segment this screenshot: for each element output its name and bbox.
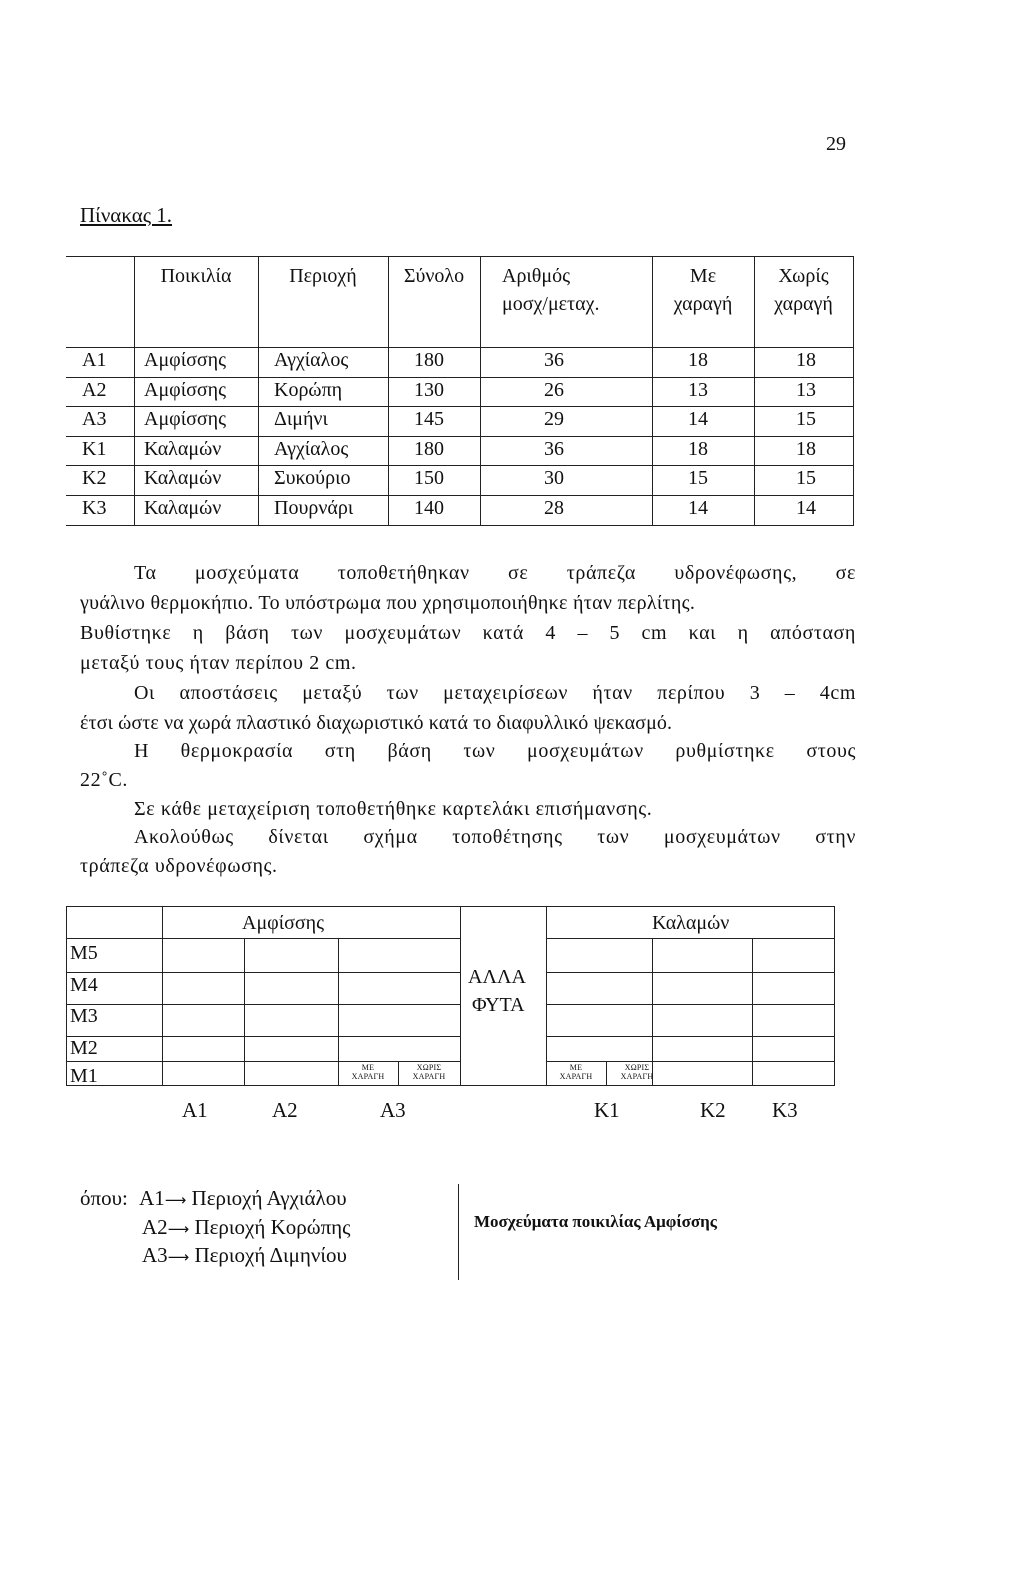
sub-label-text: ΧΑΡΑΓΗ [351,1072,385,1081]
legend-code: Α1 [139,1186,165,1210]
legend-item [80,1186,347,1211]
cell-count: 36 [544,438,564,460]
header-line: χαραγή [774,293,833,315]
header-line: μοσχ/μεταχ. [502,293,600,315]
grid-line [66,906,834,907]
row-divider [66,347,854,348]
cell-code: Α2 [82,379,107,401]
group-label-kalamon: Καλαμών [652,912,730,934]
cell-region: Συκούριο [274,467,351,489]
grid-line [546,1061,834,1062]
column-label: Α2 [272,1098,298,1122]
grid-line [66,1085,834,1086]
cell-total: 150 [414,467,444,489]
para-line: Η θερμοκρασία στη βάση των μοσχευμάτων ρυθμίστηκε στους [134,740,856,762]
grid-line [162,938,460,939]
cell-region: Αγχίαλος [274,349,349,371]
para-line: τράπεζα υδρονέφωσης. [80,855,278,877]
cell-with: 14 [688,497,708,519]
row-label: Μ2 [70,1037,98,1059]
cell-with: 18 [688,438,708,460]
sub-label-with [546,1063,606,1081]
header-line: Περιοχή [289,265,357,287]
grid-line [244,938,245,1086]
column-label: Α3 [380,1098,406,1122]
header-without-incision [754,262,853,318]
cell-variety: Καλαμών [144,497,222,519]
legend-title: Μοσχεύματα ποικιλίας Αμφίσσης [474,1212,717,1231]
cell-with: 15 [688,467,708,489]
header-line: Σύνολο [403,265,465,287]
other-plants-label: ΦΥΤΑ [472,994,525,1016]
table-top-border [66,256,854,257]
column-label: Κ2 [700,1098,726,1122]
header-count [480,262,652,318]
grid-line [546,938,834,939]
other-plants-label: ΑΛΛΑ [468,966,526,988]
cell-without: 15 [796,467,816,489]
cell-total: 180 [414,349,444,371]
para-line: 22˚C. [80,769,128,791]
cell-total: 145 [414,408,444,430]
legend-prefix: όπου: [80,1186,128,1210]
row-label: Μ4 [70,974,98,996]
row-divider [66,377,854,378]
grid-line [66,906,67,1086]
table-caption: Πίνακας 1. [80,203,173,227]
header-line: χαραγή [673,293,733,315]
legend-code: Α2 [142,1215,168,1239]
para-line: Ακολούθως δίνεται σχήμα τοποθέτησης των μοσχευμάτων στην [134,826,856,848]
para-line: Οι αποστάσεις μεταξύ των μεταχειρίσεων ήταν περίπου 3 – 4cm [134,682,856,704]
cuttings-table [66,256,854,526]
grid-line [66,1004,460,1005]
cell-count: 26 [544,379,564,401]
header-region [258,262,388,290]
header-line: Ποικιλία [160,265,232,287]
header-line: Με [689,265,717,287]
grid-line [66,1036,460,1037]
cell-variety: Καλαμών [144,467,222,489]
grid-line [66,1061,460,1062]
grid-line [66,938,162,939]
cell-code: Κ3 [82,497,107,519]
arrow-icon: ⟶ [167,1248,190,1266]
grid-line [162,906,163,1086]
row-divider [66,465,854,466]
grid-line [546,972,834,973]
grid-line [834,906,835,1086]
legend-item [142,1243,347,1268]
row-divider [66,436,854,437]
row-divider [66,525,854,526]
cell-count: 30 [544,467,564,489]
sub-label-without [398,1063,460,1081]
group-label-amfissis: Αμφίσσης [242,912,325,934]
cell-code: Κ1 [82,438,107,460]
sub-label-text: ΧΩΡΙΣ [624,1063,650,1072]
cell-region: Διμήνι [274,408,328,430]
cell-code: Κ2 [82,467,107,489]
para-line: έτσι ώστε να χωρά πλαστικό διαχωριστικό κατά το διαφυλλικό ψεκασμό. [80,712,673,734]
row-divider [66,406,854,407]
legend-divider [458,1184,459,1280]
cell-without: 18 [796,349,816,371]
legend-code: Α3 [142,1243,168,1267]
row-label: Μ3 [70,1005,98,1027]
cell-region: Κορώπη [274,379,343,401]
row-label: Μ5 [70,942,98,964]
arrow-icon: ⟶ [167,1220,190,1238]
cell-count: 36 [544,349,564,371]
column-label: Α1 [182,1098,208,1122]
header-with-incision [652,262,754,318]
header-line: Χωρίς [778,265,829,287]
row-divider [66,495,854,496]
para-line: Βυθίστηκε η βάση των μοσχευμάτων κατά 4 – 5 cm και η απόσταση [80,622,856,644]
sub-label-text: ΧΑΡΑΓΗ [412,1072,446,1081]
cell-without: 13 [796,379,816,401]
sub-label-text: ΧΑΡΑΓΗ [559,1072,593,1081]
arrow-icon: ⟶ [164,1191,187,1209]
placement-diagram [66,906,836,1086]
col-divider [134,256,135,526]
header-total [388,262,480,290]
header-variety [134,262,258,290]
cell-without: 14 [796,497,816,519]
cell-total: 130 [414,379,444,401]
sub-label-without [606,1063,668,1081]
grid-line [546,1004,834,1005]
page-number: 29 [826,133,846,155]
row-label: Μ1 [70,1065,98,1087]
para-line: Τα μοσχεύματα τοποθετήθηκαν σε τράπεζα υδρονέφωσης, σε [134,562,856,584]
cell-region: Αγχίαλος [274,438,349,460]
cell-with: 13 [688,379,708,401]
cell-total: 140 [414,497,444,519]
legend-text: Περιοχή Κορώπης [194,1215,351,1239]
legend-item [142,1215,350,1240]
col-divider [853,256,854,526]
cell-variety: Καλαμών [144,438,222,460]
sub-label-text: ΜΕ [361,1063,375,1072]
cell-variety: Αμφίσσης [144,379,227,401]
cell-with: 14 [688,408,708,430]
para-line: γυάλινο θερμοκήπιο. Το υπόστρωμα που χρησιμοποιήθηκε ήταν περλίτης. [80,592,696,614]
sub-label-text: ΧΩΡΙΣ [416,1063,442,1072]
cell-count: 28 [544,497,564,519]
grid-line [460,906,461,1086]
sub-label-with [338,1063,398,1081]
cell-region: Πουρνάρι [274,497,354,519]
cell-variety: Αμφίσσης [144,408,227,430]
cell-variety: Αμφίσσης [144,349,227,371]
header-line: Αριθμός [502,265,571,287]
para-line: μεταξύ τους ήταν περίπου 2 cm. [80,652,357,674]
cell-without: 18 [796,438,816,460]
grid-line [546,906,547,1086]
cell-code: Α1 [82,349,107,371]
legend-text: Περιοχή Διμηνίου [194,1243,347,1267]
cell-without: 15 [796,408,816,430]
grid-line [752,938,753,1086]
cell-code: Α3 [82,408,107,430]
cell-with: 18 [688,349,708,371]
col-divider [258,256,259,526]
col-divider [388,256,389,526]
sub-label-text: ΧΑΡΑΓΗ [620,1072,654,1081]
grid-line [546,1036,834,1037]
cell-total: 180 [414,438,444,460]
grid-line [66,972,460,973]
sub-label-text: ΜΕ [569,1063,583,1072]
cell-count: 29 [544,408,564,430]
legend-text: Περιοχή Αγχιάλου [191,1186,347,1210]
column-label: Κ3 [772,1098,798,1122]
column-label: Κ1 [594,1098,620,1122]
para-line: Σε κάθε μεταχείριση τοποθετήθηκε καρτελάκι επισήμανσης. [134,798,653,820]
